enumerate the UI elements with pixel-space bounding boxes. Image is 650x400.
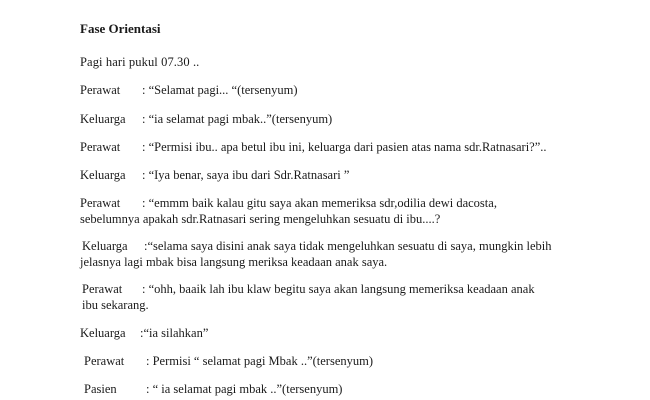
dialogue-line — [80, 167, 349, 184]
dialogue-line — [82, 281, 535, 298]
dialogue-text: : “ia selamat pagi mbak..”(tersenyum) — [142, 112, 333, 126]
speaker-name: Pasien — [84, 382, 117, 396]
dialogue-text: : “Permisi ibu.. apa betul ibu ini, keluarga dari pasien atas nama sdr.Ratnasari?”.. — [142, 140, 547, 154]
dialogue-line — [80, 325, 208, 342]
dialogue-continuation: ibu sekarang. — [82, 298, 149, 312]
speaker-name: Keluarga — [80, 112, 126, 126]
dialogue-line — [80, 195, 497, 212]
dialogue-text: : “Iya benar, saya ibu dari Sdr.Ratnasari ” — [142, 168, 350, 182]
speaker-name: Perawat — [82, 282, 123, 296]
section-title: Fase Orientasi — [80, 21, 161, 36]
speaker-name: Keluarga — [82, 239, 128, 253]
speaker-name: Keluarga — [80, 326, 126, 340]
dialogue-line — [80, 111, 332, 128]
dialogue-line — [80, 139, 547, 156]
dialogue-continuation: sebelumnya apakah sdr.Ratnasari sering mengeluhkan sesuatu di ibu....? — [80, 212, 441, 226]
dialogue-line — [84, 353, 373, 370]
dialogue-text: : Permisi “ selamat pagi Mbak ..”(tersenyum) — [146, 354, 374, 368]
dialogue-text: : “Selamat pagi... “(tersenyum) — [142, 83, 298, 97]
speaker-name: Perawat — [84, 354, 125, 368]
dialogue-text: : “ ia selamat pagi mbak ..”(tersenyum) — [146, 382, 343, 396]
speaker-name: Perawat — [80, 83, 121, 97]
intro-line: Pagi hari pukul 07.30 .. — [80, 55, 200, 69]
speaker-name: Perawat — [80, 196, 121, 210]
dialogue-line — [84, 381, 342, 398]
dialogue-text: :“selama saya disini anak saya tidak mengeluhkan sesuatu di saya, mungkin lebih — [144, 239, 552, 253]
dialogue-text: : “emmm baik kalau gitu saya akan memeriksa sdr,odilia dewi dacosta, — [142, 196, 497, 210]
dialogue-line — [82, 238, 552, 255]
dialogue-text: : “ohh, baaik lah ibu klaw begitu saya akan langsung memeriksa keadaan anak — [142, 282, 535, 296]
speaker-name: Keluarga — [80, 168, 126, 182]
dialogue-line — [80, 82, 298, 99]
speaker-name: Perawat — [80, 140, 121, 154]
dialogue-continuation: jelasnya lagi mbak bisa langsung meriksa keadaan anak saya. — [80, 255, 388, 269]
dialogue-text: :“ia silahkan” — [140, 326, 209, 340]
